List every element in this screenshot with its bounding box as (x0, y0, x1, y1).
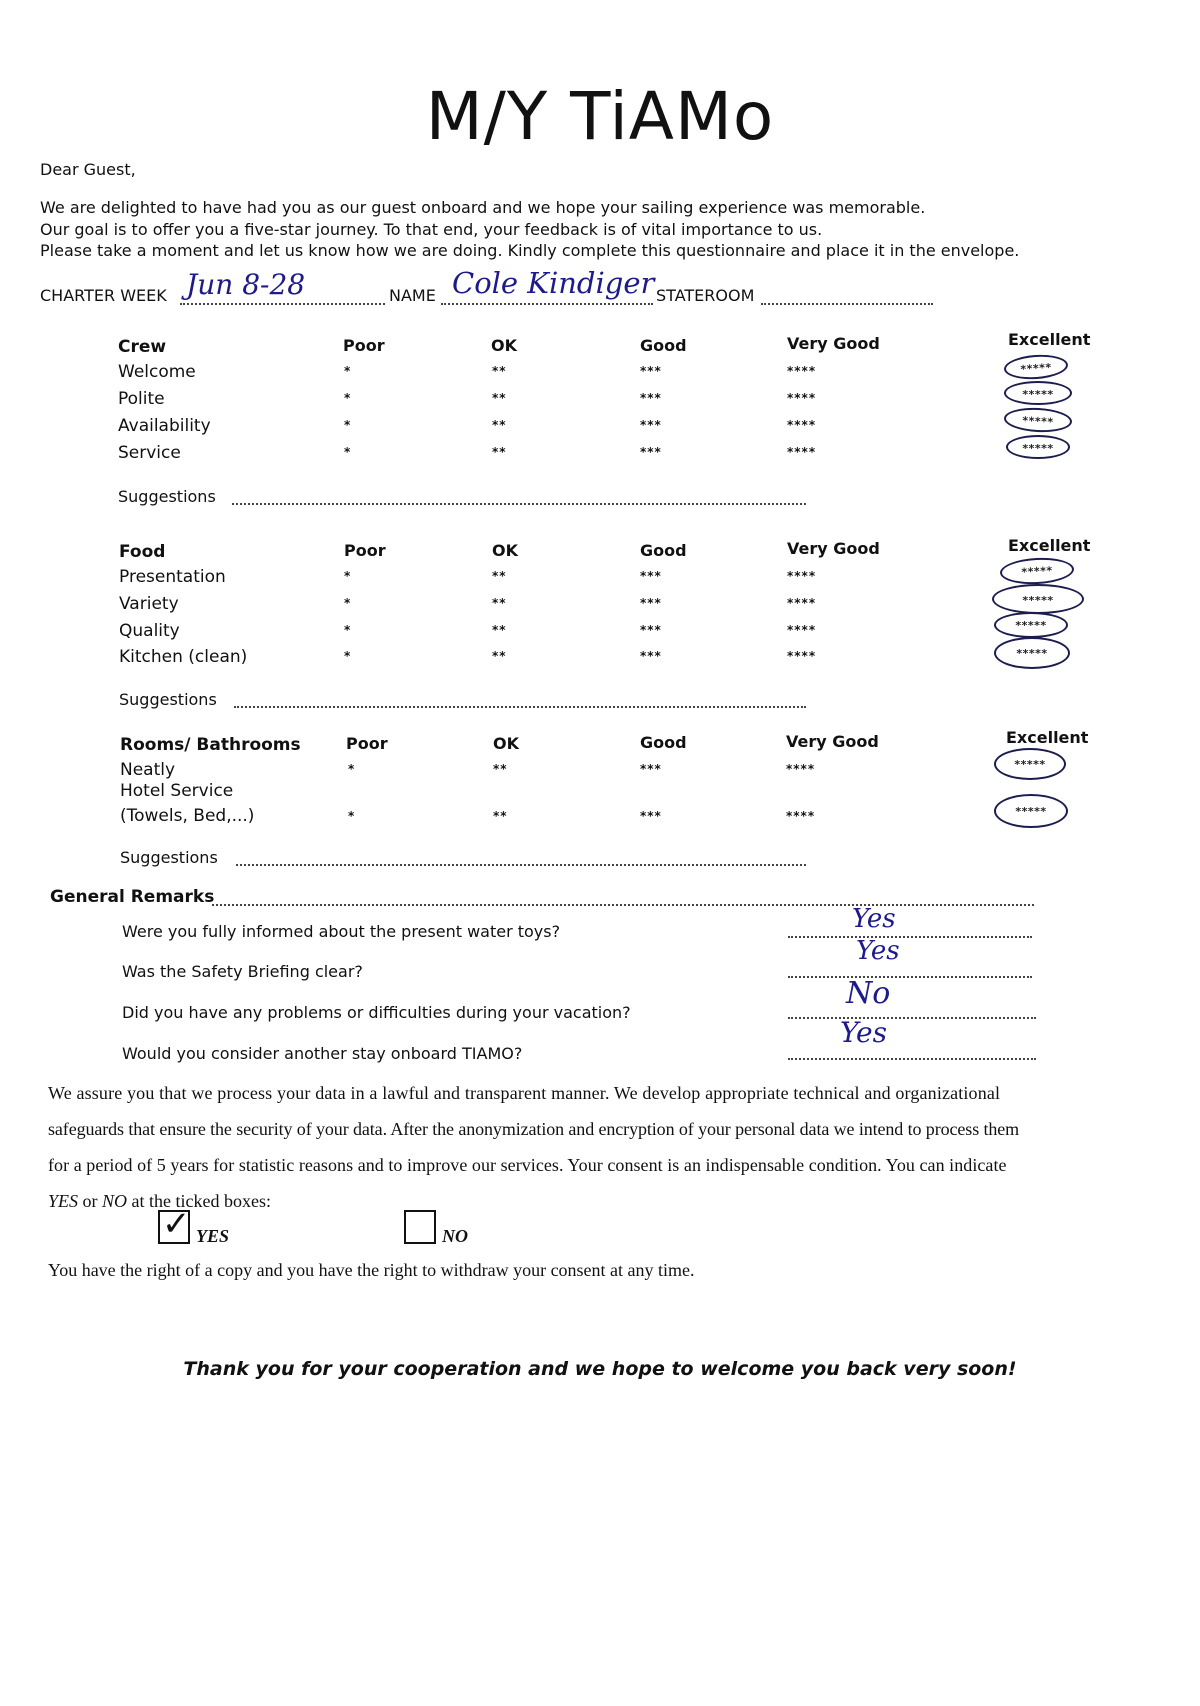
question-safety-briefing: Was the Safety Briefing clear? (122, 962, 363, 981)
col-excellent: Excellent (1006, 728, 1089, 747)
consent-line-2: safeguards that ensure the security of your data. After the anonymization and encryption of your personal data we intend to process them (48, 1119, 1020, 1139)
rating-excellent-circled[interactable] (1003, 406, 1072, 434)
question-water-toys: Were you fully informed about the present water toys? (122, 922, 561, 941)
intro-line-3: Please take a moment and let us know how we are doing. Kindly complete this questionnaire and place it in the envelope. (40, 241, 1020, 260)
rating-excellent: ***** (1016, 647, 1048, 660)
rating-very-good[interactable]: **** (787, 569, 817, 583)
consent-line-3: for a period of 5 years for statistic reasons and to improve our services. Your consent is an indispensable condition. You can indicate (48, 1155, 1007, 1175)
rating-ok[interactable]: ** (492, 623, 507, 637)
rating-good[interactable]: *** (640, 391, 662, 405)
rating-excellent: ***** (1022, 442, 1054, 455)
rooms-item-hotel-service: Hotel Service (120, 781, 234, 801)
rating-very-good[interactable]: **** (786, 809, 816, 823)
rating-excellent-circled[interactable] (1006, 435, 1070, 459)
rating-poor[interactable]: * (344, 649, 352, 663)
check-mark-icon: ✓ (162, 1204, 191, 1244)
consent-no-word: NO (102, 1191, 128, 1211)
name-line (441, 303, 653, 305)
col-poor: Poor (344, 541, 386, 560)
rating-poor[interactable]: * (344, 623, 352, 637)
name-label: NAME (389, 286, 436, 305)
rating-good[interactable]: *** (640, 364, 662, 378)
greeting: Dear Guest, (40, 160, 136, 179)
rating-very-good[interactable]: **** (787, 596, 817, 610)
food-suggestions-label: Suggestions (119, 690, 217, 709)
rating-very-good[interactable]: **** (787, 364, 817, 378)
general-remarks-label: General Remarks (50, 887, 215, 907)
col-ok: OK (493, 734, 519, 753)
rating-excellent: ***** (1015, 805, 1047, 818)
rating-excellent-circled[interactable] (999, 556, 1074, 586)
rating-excellent-circled[interactable] (1003, 353, 1069, 381)
rating-ok[interactable]: ** (492, 569, 507, 583)
rooms-section-title: Rooms/ Bathrooms (120, 735, 301, 755)
answer-problems[interactable]: No (846, 976, 891, 1011)
charter-week-line (180, 303, 385, 305)
col-excellent: Excellent (1008, 536, 1091, 555)
rating-ok[interactable]: ** (493, 809, 508, 823)
rating-excellent-circled[interactable] (994, 794, 1068, 828)
crew-suggestions-field[interactable] (232, 503, 806, 505)
answer-line-2 (788, 976, 1032, 978)
consent-yes-checkbox[interactable] (158, 1204, 191, 1244)
col-ok: OK (491, 336, 517, 355)
crew-section-title: Crew (118, 337, 167, 357)
rating-very-good[interactable]: **** (787, 391, 817, 405)
rooms-item-neatly: Neatly (120, 760, 176, 780)
intro-line-2: Our goal is to offer you a five-star journey. To that end, your feedback is of vital importance to us. (40, 220, 823, 239)
rating-good[interactable]: *** (640, 809, 662, 823)
rating-poor[interactable]: * (348, 809, 356, 823)
consent-yes-label: YES (196, 1226, 230, 1246)
rooms-item-hotel-service-detail: (Towels, Bed,...) (120, 806, 255, 826)
rating-very-good[interactable]: **** (786, 762, 816, 776)
rating-good[interactable]: *** (640, 649, 662, 663)
consent-line-1: We assure you that we process your data in a lawful and transparent manner. We develop appropriate technical and organizational (48, 1083, 1001, 1103)
food-item-presentation: Presentation (119, 567, 226, 587)
rating-ok[interactable]: ** (493, 762, 508, 776)
consent-no-label: NO (442, 1226, 468, 1246)
rating-excellent-circled[interactable] (1004, 381, 1072, 405)
rating-excellent: ***** (1014, 758, 1046, 771)
rating-ok[interactable]: ** (492, 596, 507, 610)
answer-line-4 (788, 1058, 1036, 1060)
charter-week-field[interactable]: Jun 8-28 (186, 268, 306, 301)
rating-excellent: ***** (1021, 564, 1053, 579)
col-good: Good (640, 733, 687, 752)
crew-item-welcome: Welcome (118, 362, 196, 382)
food-section-title: Food (119, 542, 166, 562)
closing-message: Thank you for your cooperation and we hope to welcome you back very soon! (183, 1358, 1017, 1380)
consent-or-word: or (78, 1191, 103, 1211)
name-field[interactable]: Cole Kindiger (452, 266, 655, 300)
rooms-suggestions-label: Suggestions (120, 848, 218, 867)
rating-poor[interactable]: * (344, 418, 352, 432)
general-remarks-field[interactable] (212, 904, 1034, 906)
consent-line-4-rest: at the ticked boxes: (127, 1191, 271, 1211)
col-ok: OK (492, 541, 518, 560)
rating-excellent: ***** (1022, 594, 1054, 607)
rating-very-good[interactable]: **** (787, 649, 817, 663)
col-excellent: Excellent (1008, 330, 1091, 349)
rating-poor[interactable]: * (348, 762, 356, 776)
rating-good[interactable]: *** (640, 623, 662, 637)
food-item-kitchen: Kitchen (clean) (119, 647, 248, 667)
rating-excellent-circled[interactable] (994, 612, 1068, 638)
rating-very-good[interactable]: **** (787, 418, 817, 432)
rating-poor[interactable]: * (344, 445, 352, 459)
consent-line-4 (48, 1191, 1160, 1212)
rating-poor[interactable]: * (344, 596, 352, 610)
food-item-quality: Quality (119, 621, 180, 641)
rating-poor[interactable]: * (344, 569, 352, 583)
rating-ok[interactable]: ** (492, 391, 507, 405)
rating-ok[interactable]: ** (492, 649, 507, 663)
consent-no-checkbox[interactable] (404, 1210, 436, 1244)
rating-ok[interactable]: ** (492, 445, 507, 459)
col-good: Good (640, 336, 687, 355)
rating-good[interactable]: *** (640, 596, 662, 610)
intro-line-1: We are delighted to have had you as our guest onboard and we hope your sailing experience was memorable. (40, 198, 926, 217)
rating-excellent-circled[interactable] (994, 748, 1066, 780)
page-title: M/Y TiAMo (425, 78, 775, 155)
crew-item-polite: Polite (118, 389, 165, 409)
rating-ok[interactable]: ** (492, 418, 507, 432)
rating-excellent: ***** (1021, 414, 1054, 429)
rating-very-good[interactable]: **** (787, 445, 817, 459)
rating-good[interactable]: *** (640, 762, 662, 776)
col-very-good: Very Good (786, 732, 879, 751)
question-another-stay: Would you consider another stay onboard TIAMO? (122, 1044, 523, 1063)
rating-ok[interactable]: ** (492, 364, 507, 378)
stateroom-field[interactable] (761, 303, 933, 305)
rating-very-good[interactable]: **** (787, 623, 817, 637)
rating-poor[interactable]: * (344, 364, 352, 378)
rating-excellent-circled[interactable] (992, 584, 1084, 614)
answer-line-1 (788, 936, 1032, 938)
crew-item-service: Service (118, 443, 181, 463)
col-poor: Poor (346, 734, 388, 753)
col-very-good: Very Good (787, 334, 880, 353)
question-problems: Did you have any problems or difficulties during your vacation? (122, 1003, 631, 1022)
rating-excellent: ***** (1020, 360, 1053, 377)
crew-item-availability: Availability (118, 416, 211, 436)
col-very-good: Very Good (787, 539, 880, 558)
food-suggestions-field[interactable] (234, 706, 806, 708)
rating-poor[interactable]: * (344, 391, 352, 405)
rating-good[interactable]: *** (640, 569, 662, 583)
stateroom-label: STATEROOM (656, 286, 755, 305)
answer-another-stay[interactable]: Yes (840, 1016, 887, 1049)
consent-rights: You have the right of a copy and you have the right to withdraw your consent at any time. (48, 1260, 695, 1280)
rating-good[interactable]: *** (640, 445, 662, 459)
rating-excellent-circled[interactable] (994, 637, 1070, 669)
rating-excellent: ***** (1022, 388, 1054, 401)
rating-excellent: ***** (1015, 619, 1047, 632)
charter-week-label: CHARTER WEEK (40, 286, 167, 305)
crew-suggestions-label: Suggestions (118, 487, 216, 506)
rating-good[interactable]: *** (640, 418, 662, 432)
answer-water-toys[interactable]: Yes (852, 904, 896, 934)
col-good: Good (640, 541, 687, 560)
consent-yes-word: YES (48, 1191, 79, 1211)
col-poor: Poor (343, 336, 385, 355)
rooms-suggestions-field[interactable] (236, 864, 806, 866)
answer-safety-briefing[interactable]: Yes (856, 936, 900, 966)
food-item-variety: Variety (119, 594, 179, 614)
answer-line-3 (788, 1017, 1036, 1019)
